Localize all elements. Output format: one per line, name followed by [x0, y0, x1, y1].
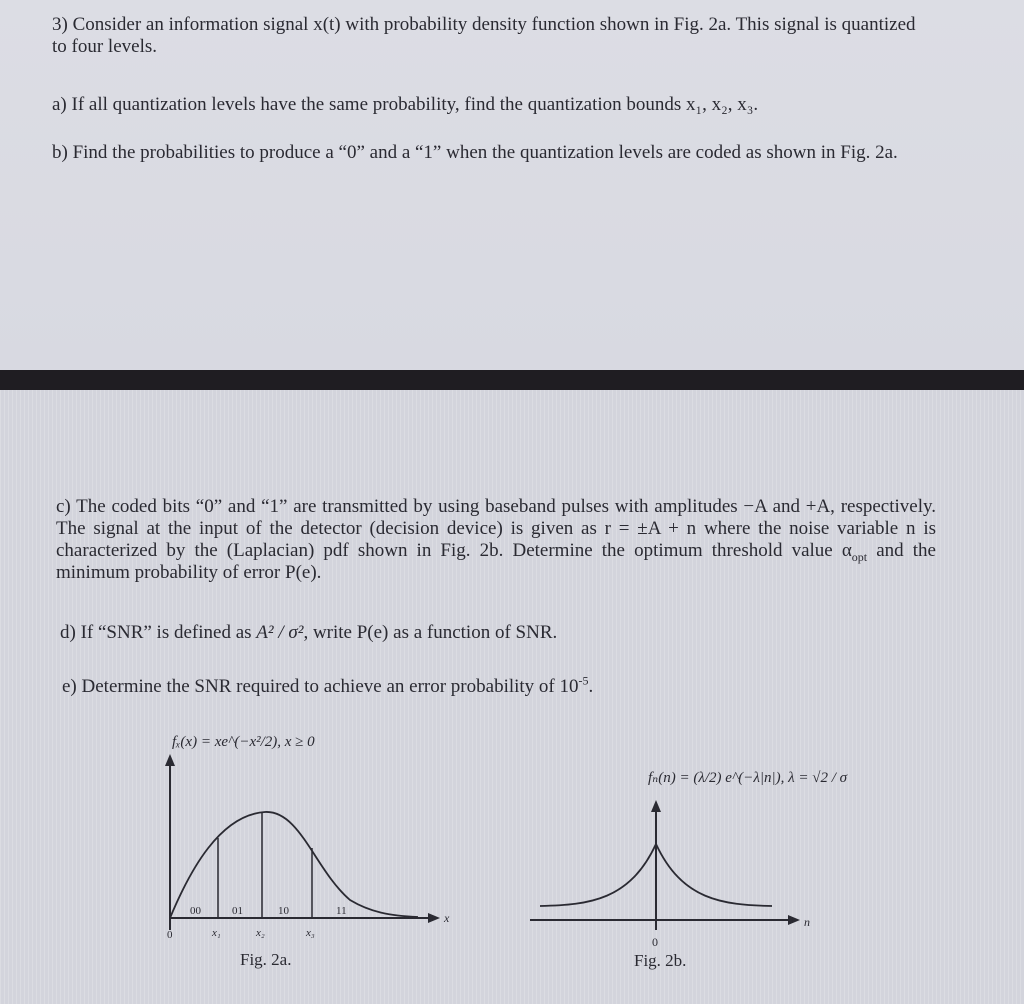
fig-2a-level-01: 01: [232, 905, 243, 917]
part-e-pre: e) Determine the SNR required to achieve an error probability of 10: [62, 676, 579, 697]
fig-2a-y-arrow: [165, 754, 175, 766]
fig-2a-x-arrow: [428, 913, 440, 923]
fig-2a-level-10: 10: [278, 905, 289, 917]
part-d-post: , write P(e) as a function of SNR.: [303, 622, 558, 643]
fig-2b-origin: 0: [652, 935, 658, 949]
part-d-pre: d) If “SNR” is defined as: [60, 622, 257, 643]
problem-intro: 3) Consider an information signal x(t) with probability density function shown in Fig. 2a. This signal is quantized to four levels.: [52, 14, 916, 57]
fig-2a-origin: 0: [167, 929, 173, 941]
fig-2a-caption: Fig. 2a.: [240, 950, 292, 969]
fig-2a-level-00: 00: [190, 905, 201, 917]
problem-part-a: a) If all quantization levels have the same probability, find the quantization bounds x₁, x₂, x₃.: [52, 94, 759, 115]
fig-2b-y-arrow: [651, 800, 661, 812]
fig-2a-pdf-curve: [170, 812, 418, 918]
part-c-text: c) The coded bits “0” and “1” are transmitted by using baseband pulses with amplitudes −A and +A, respectively. The signal at the input of the detector (decision device) is given as r = ±A + n where the noise variable n is characterized by the (Laplacian) pdf shown in Fig. 2b. Determine the optimum threshold value α: [56, 496, 936, 561]
figure-2a: [150, 720, 480, 980]
fig-2a-label-x1: x₁: [212, 927, 221, 939]
part-e-exponent: -5: [578, 673, 589, 688]
fig-2b-axis-label: n: [804, 915, 810, 929]
fig-2b-caption: Fig. 2b.: [634, 951, 687, 970]
page-divider-bar: [0, 370, 1024, 390]
fig-2b-x-arrow: [788, 915, 800, 925]
problem-part-b: b) Find the probabilities to produce a “0” and a “1” when the quantization levels are coded as shown in Fig. 2a.: [52, 142, 898, 163]
fig-2a-formula: fₓ(x) = xe^(−x²/2), x ≥ 0: [172, 734, 315, 750]
fig-2b-formula: fₙ(n) = (λ/2) e^(−λ|n|), λ = √2 / σ: [648, 770, 848, 786]
figure-2b: [530, 740, 848, 980]
problem-part-e: [62, 673, 942, 698]
part-c-tail: and the minimum probability of error P(e).: [56, 540, 936, 583]
fig-2a-level-11: 11: [336, 905, 347, 917]
fig-2a-label-x2: x₂: [256, 927, 265, 939]
problem-part-c: [56, 496, 936, 584]
problem-part-d: [60, 622, 940, 644]
fig-2a-label-x3: x₃: [306, 927, 315, 939]
fig-2a-axis-label: x: [444, 911, 450, 925]
snr-definition-math: A² / σ²: [256, 622, 304, 643]
part-e-post: .: [588, 676, 594, 697]
part-c-subscript: opt: [851, 549, 868, 564]
